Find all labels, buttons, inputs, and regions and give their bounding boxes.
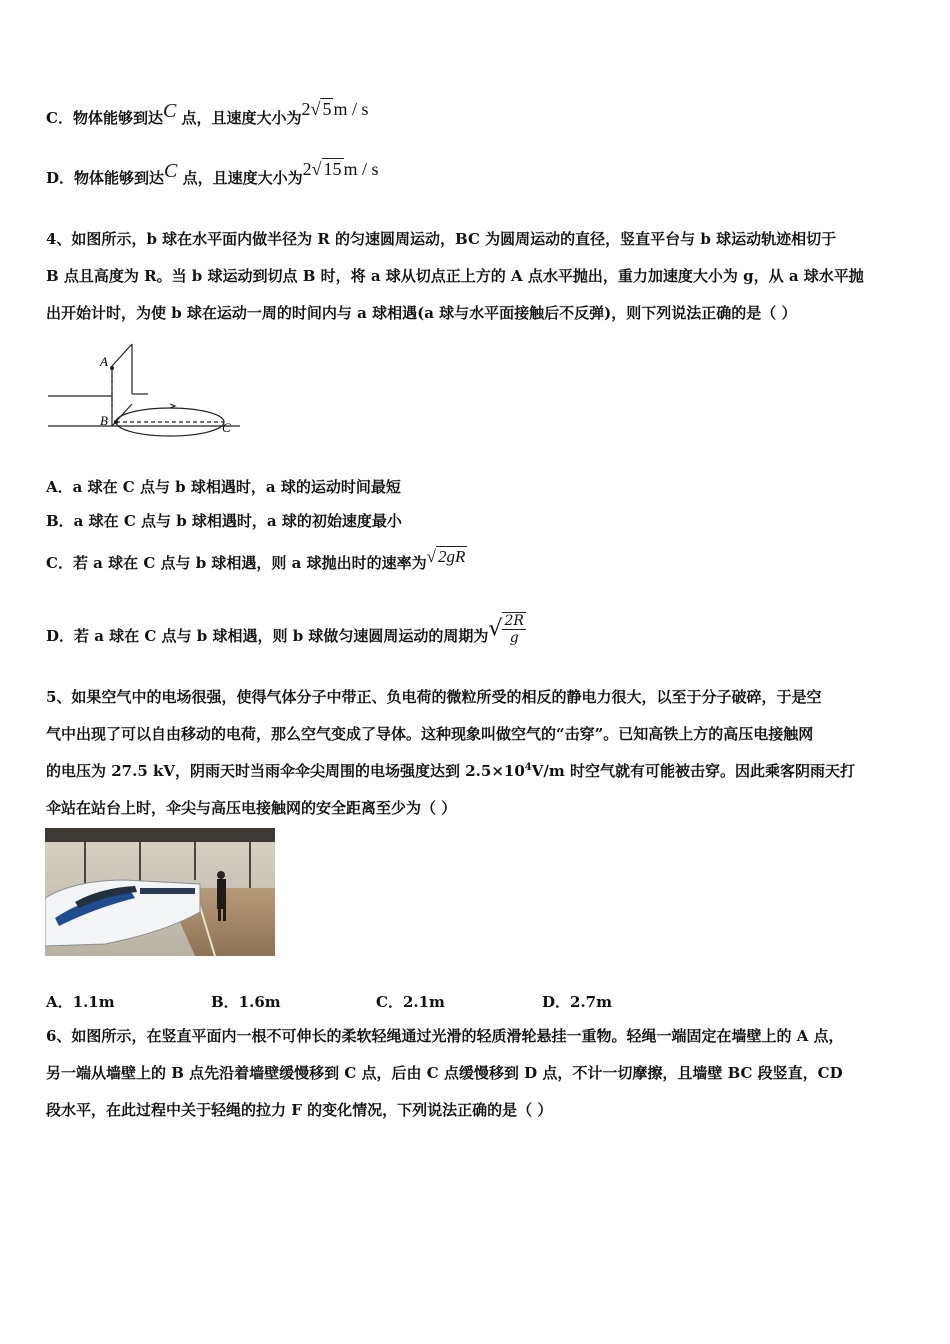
q4-option-a: A．a 球在 C 点与 b 球相遇时，a 球的运动时间最短 [46,478,401,496]
q5-stem-line-2: 气中出现了可以自由移动的电荷，那么空气变成了导体。这种现象叫做空气的“击穿”。已知高铁上方的高压电接触网 [46,725,814,743]
q3-option-c [46,99,369,129]
q5-stem-line-1: 5、如果空气中的电场很强，使得气体分子中带正、负电荷的微粒所受的相反的静电力很大，以至于分子破碎，于是空 [46,688,822,706]
option-text: 点，且速度大小为 [182,169,303,187]
label-c: C [222,420,231,435]
option-a: A．1.1m [46,993,115,1011]
label-a: A [100,354,108,369]
q4-figure [44,336,244,456]
option-text: C．物体能够到达 [46,109,163,127]
q5-stem-line-4: 伞站在站台上时，伞尖与高压电接触网的安全距离至少为（ ） [46,799,457,817]
platform-top-edge [112,344,132,366]
option-text: C．若 a 球在 C 点与 b 球相遇，则 a 球抛出时的速率为 [46,554,427,572]
q4-stem-line-3: 出开始计时，为使 b 球在运动一周的时间内与 a 球相遇(a 球与水平面接触后不反弹)，则下列说法正确的是（ ） [46,304,797,322]
speed-expression: 2√ 5 m / s [301,99,369,119]
q5-stem-line-3: 的电压为 27.5 kV，阴雨天时当雨伞伞尖周围的电场强度达到 $2.5\times 10^4V/m$ 时空气就有可能被击穿。因此乘客阴雨天打 [46,762,855,780]
q6-stem-line-2: 另一端从墙壁上的 B 点先沿着墙壁缓慢移到 C 点，后由 C 点缓慢移到 D 点，不计一切摩擦，且墙壁 BC 段竖直，CD [46,1064,843,1082]
option-text: D．物体能够到达 [46,169,165,187]
q4-option-b: B．a 球在 C 点与 b 球相遇时，a 球的初始速度最小 [46,512,402,530]
label-b: B [100,413,108,428]
q4-stem-line-2: B 点且高度为 R。当 b 球运动到切点 B 时，将 a 球从切点正上方的 A 点水平抛出，重力加速度大小为 g，从 a 球水平抛 [46,267,864,285]
train-platform-photo [45,828,275,956]
period-expression: √ $\frac{2R}{g}$ [488,613,524,646]
point-label: C [162,100,177,122]
canopy-roof [45,828,275,842]
speed-expression: 2√ 15 m / s [302,159,379,179]
point-b [114,420,118,424]
q4-stem-line-1: 4、如图所示，b 球在水平面内做半径为 R 的匀速圆周运动，BC 为圆周运动的直径，竖直平台与 b 球运动轨迹相切于 [46,230,837,248]
q6-stem-line-3: 段水平，在此过程中关于轻绳的拉力 F 的变化情况，下列说法正确的是（ ） [46,1101,553,1119]
passenger-head [217,871,225,879]
option-d: D．2.7m [542,993,612,1011]
point-label: C [164,160,178,182]
option-b: B．1.6m [211,993,281,1011]
velocity-expression: √ 2gR [426,547,466,566]
q4-option-d [46,613,526,654]
passenger-body [217,879,226,909]
q3-option-d [46,159,379,189]
option-c: C．2.1m [376,993,445,1011]
q6-stem-line-1: 6、如图所示，在竖直平面内一根不可伸长的柔软轻绳通过光滑的轻质滑轮悬挂一重物。轻绳一端固定在墙壁上的 A 点， [46,1027,844,1045]
option-text: D．若 a 球在 C 点与 b 球相遇，则 b 球做匀速圆周运动的周期为 [46,627,489,645]
direction-arrow-icon [170,404,175,408]
q4-option-c [46,547,467,573]
point-a [110,366,114,370]
option-text: 点，且速度大小为 [181,109,302,127]
